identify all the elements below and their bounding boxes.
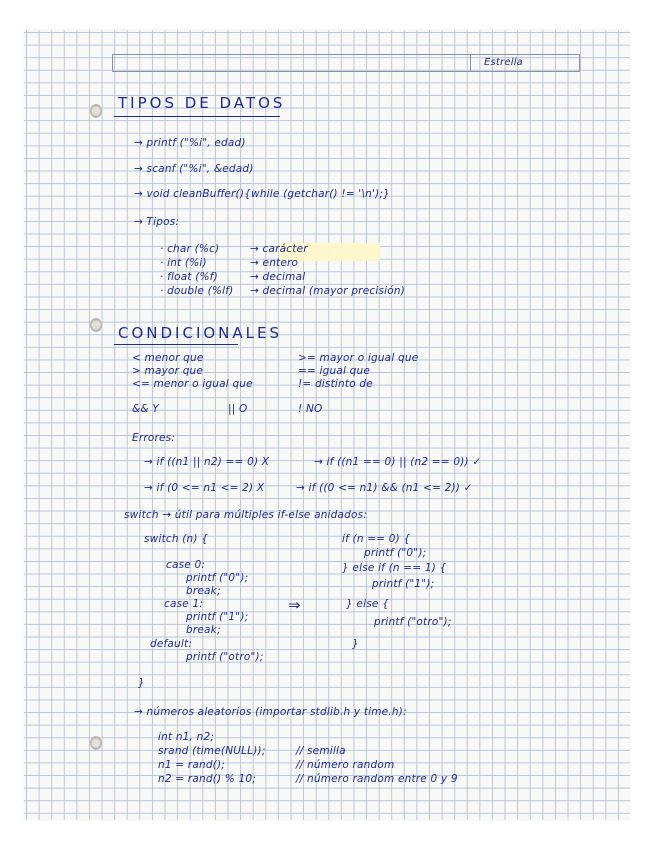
printf-line: → printf ("%i", edad) [134, 137, 246, 149]
header-divider [470, 54, 471, 72]
switch-code-line: printf ("otro"); [186, 651, 264, 663]
switch-code-line: case 1: [164, 598, 204, 610]
section-title-tipos: TIPOS DE DATOS [118, 94, 286, 112]
switch-intro: switch → útil para múltiples if-else anidados: [124, 509, 368, 521]
random-code-line: srand (time(NULL)); [158, 745, 266, 757]
errores-label: Errores: [132, 432, 176, 444]
op-mayor-igual: >= mayor o igual que [298, 352, 419, 364]
punch-hole-3 [90, 736, 102, 750]
graph-paper-sheet [24, 30, 630, 820]
title-underline-tipos [114, 116, 280, 117]
switch-code-line: default: [150, 638, 193, 650]
scanf-line: → scanf ("%i", &edad) [134, 163, 254, 175]
tipos-label: → Tipos: [134, 216, 180, 228]
op-menor-igual: <= menor o igual que [132, 378, 253, 390]
type-char: · char (%c) [160, 243, 220, 255]
op-mayor: > mayor que [132, 365, 204, 377]
switch-code-line: printf ("1"); [186, 611, 249, 623]
switch-code-line: break; [186, 624, 221, 636]
ifelse-code-line: } else { [346, 598, 389, 610]
op-menor: < menor que [132, 352, 204, 364]
error1-right: → if ((n1 == 0) || (n2 == 0)) ✓ [314, 456, 482, 468]
equivalence-arrow: ⇒ [288, 596, 301, 614]
cleanbuffer-line: → void cleanBuffer(){while (getchar() != '\n');} [134, 188, 390, 200]
error2-wrong: → if (0 <= n1 <= 2) X [144, 482, 265, 494]
logic-and: && Y [132, 403, 159, 415]
ifelse-code-line: } [352, 638, 359, 650]
type-float: · float (%f) [160, 271, 218, 283]
type-double: · double (%lf) [160, 285, 234, 297]
random-code-line: n2 = rand() % 10; [158, 773, 257, 785]
title-underline-condicionales [114, 344, 238, 345]
type-float-desc: → decimal [250, 271, 306, 283]
punch-hole-2 [90, 318, 102, 332]
error1-wrong: → if ((n1 || n2) == 0) X [144, 456, 270, 468]
ifelse-code-line: printf ("0"); [364, 547, 427, 559]
switch-code-line: break; [186, 585, 221, 597]
ifelse-code-line: } else if (n == 1) { [342, 562, 447, 574]
punch-hole-1 [90, 104, 102, 118]
logic-or: || O [228, 403, 248, 415]
section-title-condicionales: CONDICIONALES [118, 324, 283, 342]
op-distinto: != distinto de [298, 378, 373, 390]
random-code-line: n1 = rand(); [158, 759, 226, 771]
op-igual: == igual que [298, 365, 371, 377]
ifelse-code-line: printf ("1"); [372, 578, 435, 590]
type-int: · int (%i) [160, 257, 207, 269]
switch-code-line: } [138, 677, 145, 689]
ifelse-code-line: if (n == 0) { [342, 533, 411, 545]
random-comment: // semilla [296, 745, 346, 757]
switch-code-line: case 0: [166, 559, 206, 571]
type-char-desc: → carácter [250, 243, 308, 255]
random-comment: // número random [296, 759, 395, 771]
switch-code-line: printf ("0"); [186, 572, 249, 584]
error2-right: → if ((0 <= n1) && (n1 <= 2)) ✓ [296, 482, 473, 494]
type-double-desc: → decimal (mayor precisión) [250, 285, 406, 297]
random-code-line: int n1, n2; [158, 731, 215, 743]
header-name: Estrella [484, 57, 523, 68]
switch-code-line: switch (n) { [144, 533, 209, 545]
logic-not: ! NO [298, 403, 323, 415]
type-int-desc: → entero [250, 257, 299, 269]
random-intro: → números aleatorios (importar stdlib.h y time.h): [134, 706, 407, 718]
random-comment: // número random entre 0 y 9 [296, 773, 458, 785]
ifelse-code-line: printf ("otro"); [374, 616, 452, 628]
